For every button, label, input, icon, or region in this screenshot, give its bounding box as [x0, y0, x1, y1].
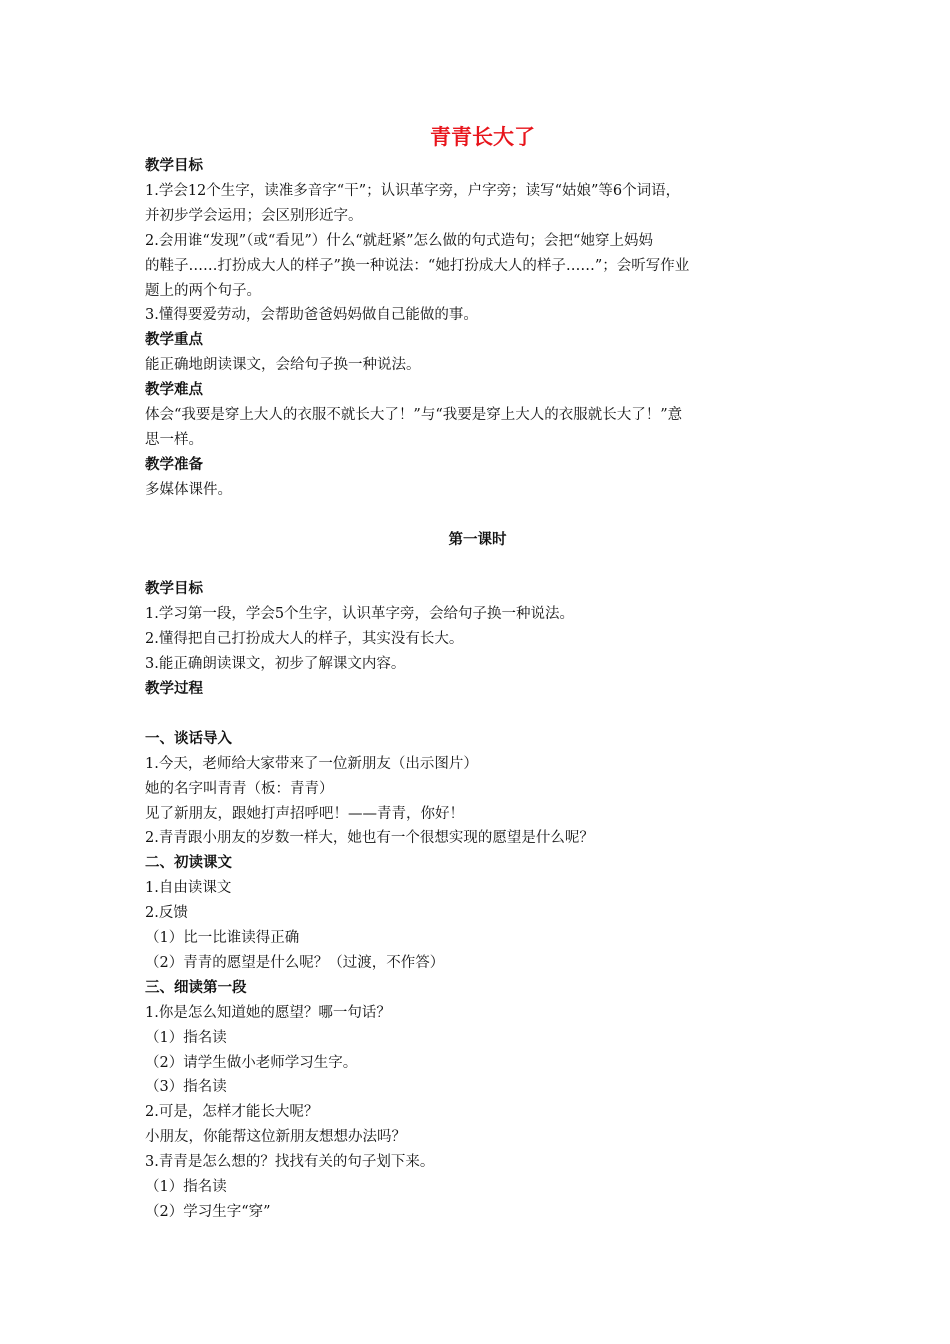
- lesson-1-heading: 第一课时: [448, 531, 507, 548]
- goal-2-line-c: 题上的两个句子。: [145, 282, 261, 299]
- section-heading-key-points: 教学重点: [145, 332, 203, 349]
- part-3-line-8: （1）指名读: [145, 1179, 227, 1196]
- goal-1-line-b: 并初步学会运用；会区别形近字。: [145, 207, 363, 224]
- key-points-text: 能正确地朗读课文，会给句子换一种说法。: [145, 357, 421, 374]
- part-1-line-2: 她的名字叫青青（板：青青）: [145, 780, 334, 797]
- goal-2-line-a: 2.会用谁“发现”（或“看见”）什么“就赶紧”怎么做的句式造句；会把“她穿上妈妈: [145, 232, 653, 249]
- lesson-1-goal-1: 1.学习第一段，学会5个生字，认识革字旁，会给句子换一种说法。: [145, 606, 575, 623]
- part-2-line-3: （1）比一比谁读得正确: [145, 930, 300, 947]
- part-1-line-4: 2.青青跟小朋友的岁数一样大，她也有一个很想实现的愿望是什么呢？: [145, 830, 594, 847]
- part-2-line-4: （2）青青的愿望是什么呢？（过渡，不作答）: [145, 954, 445, 971]
- part-3-line-6: 小朋友，你能帮这位新朋友想想办法吗？: [145, 1129, 406, 1146]
- part-3-line-9: （2）学习生字“穿”: [145, 1204, 271, 1221]
- section-heading-preparation: 教学准备: [145, 456, 203, 473]
- lesson-1-goal-3: 3.能正确朗读课文，初步了解课文内容。: [145, 656, 406, 673]
- part-3-line-2: （1）指名读: [145, 1029, 227, 1046]
- lesson-1-goals-heading: 教学目标: [145, 581, 203, 598]
- part-3-line-5: 2.可是，怎样才能长大呢？: [145, 1104, 319, 1121]
- document-title: 青青长大了: [430, 125, 535, 149]
- section-heading-difficulties: 教学难点: [145, 382, 203, 399]
- part-3-line-7: 3.青青是怎么想的？找找有关的句子划下来。: [145, 1154, 435, 1171]
- part-3-line-4: （3）指名读: [145, 1079, 227, 1096]
- difficulties-line-b: 思一样。: [145, 431, 203, 448]
- part-1-heading: 一、谈话导入: [145, 730, 232, 747]
- section-heading-goals: 教学目标: [145, 158, 203, 174]
- part-3-line-1: 1.你是怎么知道她的愿望？哪一句话？: [145, 1004, 391, 1021]
- part-2-line-1: 1.自由读课文: [145, 880, 232, 897]
- difficulties-line-a: 体会“我要是穿上大人的衣服不就长大了！”与“我要是穿上大人的衣服就长大了！”意: [145, 407, 683, 424]
- part-1-line-3: 见了新朋友，跟她打声招呼吧！——青青，你好！: [145, 805, 464, 822]
- part-2-line-2: 2.反馈: [145, 905, 188, 922]
- lesson-1-goal-2: 2.懂得把自己打扮成大人的样子，其实没有长大。: [145, 631, 464, 648]
- part-3-heading: 三、细读第一段: [145, 979, 247, 996]
- preparation-text: 多媒体课件。: [145, 481, 232, 498]
- part-3-line-3: （2）请学生做小老师学习生字。: [145, 1054, 358, 1071]
- lesson-1-process-heading: 教学过程: [145, 681, 203, 697]
- part-2-heading: 二、初读课文: [145, 855, 232, 872]
- goal-2-line-b: 的鞋子……打扮成大人的样子”换一种说法：“她打扮成大人的样子……”；会听写作业: [145, 257, 690, 274]
- part-1-line-1: 1.今天，老师给大家带来了一位新朋友（出示图片）: [145, 755, 478, 772]
- goal-1-line-a: 1.学会12个生字，读准多音字“干”；认识革字旁，户字旁；读写“姑娘”等6个词语，: [145, 182, 681, 199]
- goal-3: 3.懂得要爱劳动，会帮助爸爸妈妈做自己能做的事。: [145, 307, 478, 324]
- document-page: [145, 120, 810, 1225]
